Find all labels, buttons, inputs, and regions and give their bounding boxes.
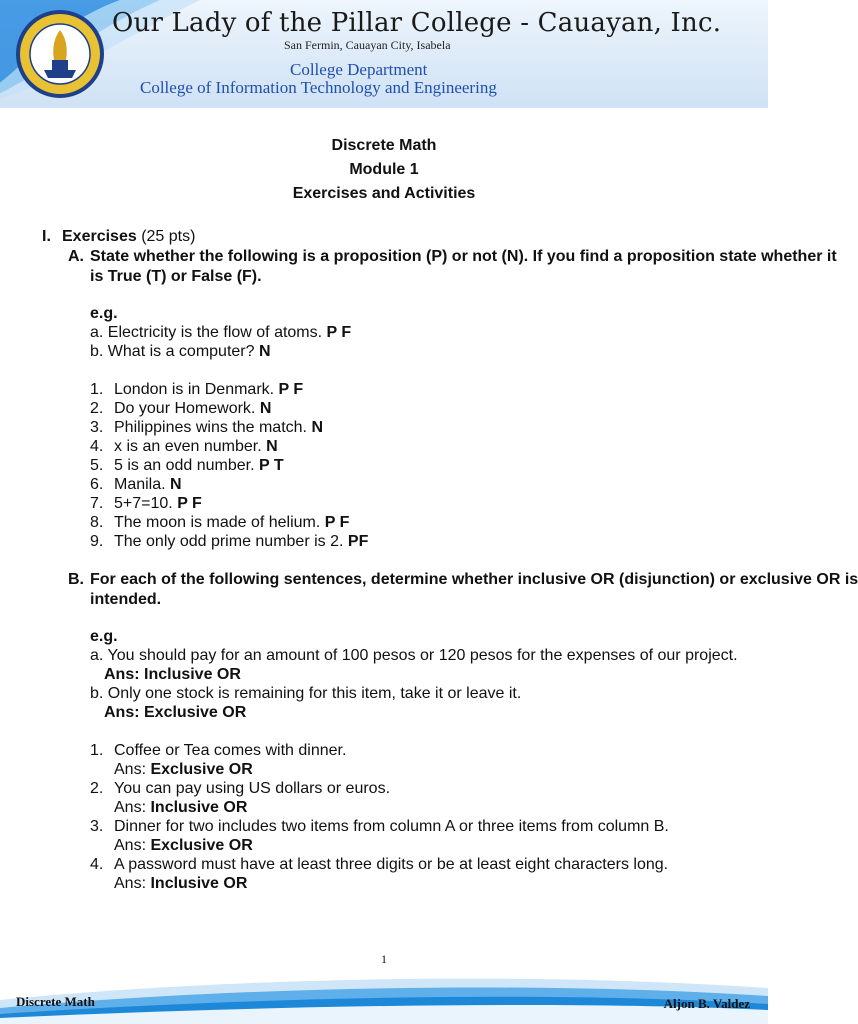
item-number: 5. — [90, 457, 104, 474]
part-a-instruction-line1: State whether the following is a proposition (P) or not (N). If you find a proposition state whether it — [90, 248, 837, 265]
item-number: 6. — [90, 476, 104, 493]
item-number: 3. — [90, 818, 104, 835]
footer-wave-decoration — [0, 970, 768, 1024]
answer-value: Exclusive OR — [150, 761, 253, 778]
part-b-example-answer: Ans: Inclusive OR — [104, 666, 241, 683]
part-b-item — [90, 742, 346, 760]
item-number: 4. — [90, 438, 104, 455]
item-answer: PF — [347, 533, 369, 550]
part-a-item — [90, 381, 303, 399]
part-b-item-answer — [114, 875, 247, 893]
part-b-item — [90, 780, 390, 798]
part-b-instruction-line1: For each of the following sentences, determine whether inclusive OR (disjunction) or exclusive OR is — [90, 571, 858, 588]
item-answer: P F — [177, 495, 202, 512]
example-text: b. What is a computer? — [90, 343, 255, 360]
title-subject: Discrete Math — [331, 137, 437, 154]
school-address: San Fermin, Cauayan City, Isabela — [284, 38, 451, 52]
example-text: a. Electricity is the flow of atoms. — [90, 324, 323, 341]
part-b-eg: e.g. — [90, 628, 118, 645]
part-a-instruction-line2: is True (T) or False (F). — [90, 268, 262, 285]
item-answer: N — [311, 419, 323, 436]
title-module: Module 1 — [349, 161, 419, 178]
item-number: 9. — [90, 533, 104, 550]
part-a-letter: A. — [68, 248, 84, 265]
item-number: 1. — [90, 381, 104, 398]
item-text: The moon is made of helium. — [114, 514, 321, 531]
item-text: x is an even number. — [114, 438, 262, 455]
item-number: 1. — [90, 742, 104, 759]
section-roman: I. — [42, 228, 51, 245]
answer-label: Ans: — [114, 837, 147, 854]
answer-label: Ans: — [114, 875, 147, 892]
part-b-instruction-line2: intended. — [90, 591, 162, 608]
item-answer: N — [266, 438, 278, 455]
footer-author: Aljon B. Valdez — [663, 996, 750, 1011]
page-header — [0, 0, 768, 108]
answer-value: Inclusive OR — [150, 799, 248, 816]
part-b-item-answer — [114, 837, 253, 855]
part-b-item — [90, 856, 668, 874]
section-heading — [62, 228, 195, 246]
document-title — [0, 134, 768, 206]
item-text: Coffee or Tea comes with dinner. — [114, 742, 347, 759]
part-a-item — [90, 438, 278, 456]
footer-subject: Discrete Math — [16, 994, 95, 1009]
part-b-example-text: b. Only one stock is remaining for this item, take it or leave it. — [90, 685, 522, 702]
item-answer: N — [259, 400, 272, 417]
part-a-example — [90, 324, 351, 342]
part-b-letter: B. — [68, 571, 84, 588]
item-text: Philippines wins the match. — [114, 419, 307, 436]
part-b-item — [90, 818, 669, 836]
part-a-item — [90, 457, 284, 475]
item-number: 2. — [90, 780, 104, 797]
item-text: The only odd prime number is 2. — [114, 533, 344, 550]
section-heading-text: Exercises — [62, 228, 137, 245]
item-text: 5 is an odd number. — [114, 457, 255, 474]
item-answer: N — [170, 476, 182, 493]
part-a-item — [90, 514, 349, 532]
part-a-item — [90, 400, 271, 418]
answer-value: Inclusive OR — [150, 875, 248, 892]
part-a-item — [90, 476, 182, 494]
item-answer: P T — [259, 457, 284, 474]
answer-label: Ans: — [114, 761, 147, 778]
item-number: 7. — [90, 495, 104, 512]
item-text: A password must have at least three digits or be at least eight characters long. — [114, 856, 669, 873]
item-text: You can pay using US dollars or euros. — [114, 780, 391, 797]
item-answer: P F — [278, 381, 304, 398]
college-seal-icon — [14, 8, 106, 100]
section-points: (25 pts) — [141, 228, 196, 245]
part-b-example-text: a. You should pay for an amount of 100 pesos or 120 pesos for the expenses of our project. — [90, 647, 738, 664]
part-b-example-answer: Ans: Exclusive OR — [104, 704, 247, 721]
example-answer: N — [258, 343, 271, 360]
item-text: Do your Homework. — [114, 400, 256, 417]
item-text: Manila. — [114, 476, 166, 493]
part-b-item-answer — [114, 761, 253, 779]
page-number: 1 — [381, 952, 387, 966]
title-activity: Exercises and Activities — [292, 185, 476, 202]
answer-label: Ans: — [114, 799, 147, 816]
item-text: 5+7=10. — [114, 495, 173, 512]
college-name: College of Information Technology and Engineering — [140, 78, 497, 97]
item-number: 3. — [90, 419, 104, 436]
item-text: Dinner for two includes two items from column A or three items from column B. — [114, 818, 669, 835]
part-a-item — [90, 495, 202, 513]
part-a-example — [90, 343, 271, 361]
example-answer: P F — [326, 324, 352, 341]
answer-value: Exclusive OR — [150, 837, 253, 854]
part-a-eg: e.g. — [90, 305, 118, 322]
department-name: College Department — [290, 60, 428, 79]
part-a-item — [90, 533, 368, 551]
item-text: London is in Denmark. — [114, 381, 275, 398]
item-answer: P F — [324, 514, 350, 531]
part-b-item-answer — [114, 799, 247, 817]
school-name: Our Lady of the Pillar College - Cauayan, Inc. — [112, 8, 722, 38]
item-number: 2. — [90, 400, 104, 417]
item-number: 8. — [90, 514, 104, 531]
part-a-item — [90, 419, 323, 437]
item-number: 4. — [90, 856, 104, 873]
